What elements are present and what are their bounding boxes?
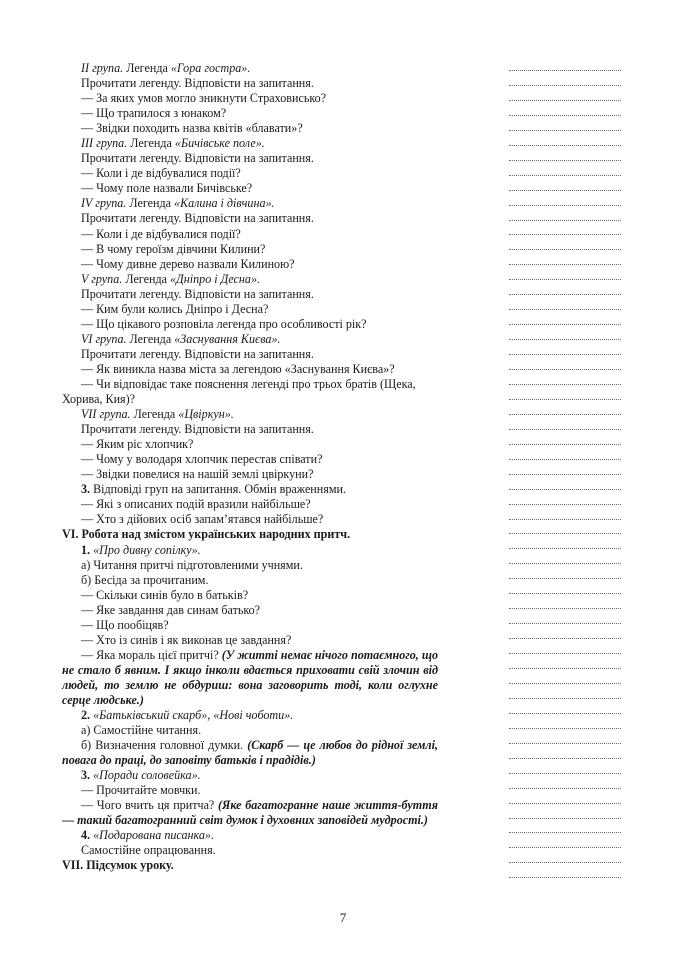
line-text: — Звідки походить назва квітів «блавати»? (81, 121, 303, 136)
note-line (509, 743, 621, 744)
text-line (0, 573, 500, 588)
note-line (509, 264, 621, 265)
line-text: — Чому дивне дерево назвали Килиною? (81, 256, 295, 271)
text-line (0, 543, 500, 558)
line-fragment: «Подарована писанка». (93, 828, 214, 843)
text-line (0, 527, 500, 542)
line-fragment: «Гора гостра». (170, 61, 251, 75)
note-line (509, 309, 621, 310)
text-line (0, 497, 500, 512)
text-line (0, 61, 500, 76)
note-line (509, 519, 621, 520)
lesson-plan-text (0, 61, 500, 874)
line-text: а) Читання притчі підготовленими учнями. (81, 557, 303, 572)
note-line (509, 578, 621, 579)
note-line (509, 593, 621, 594)
line-fragment: VI. Робота над змістом українських народних притч. (62, 527, 351, 542)
text-line (0, 181, 500, 196)
line-fragment: «Калина і дівчина». (174, 196, 275, 211)
line-text: — Що цікавого розповіла легенда про особливості рік? (81, 316, 367, 331)
line-text: — В чому героїзм дівчини Килини? (81, 241, 266, 256)
note-line (509, 294, 621, 295)
line-text: Хорива, Кия)? (62, 392, 135, 407)
note-line (509, 474, 621, 475)
note-line (509, 847, 621, 848)
line-text: — Що трапилося з юнаком? (81, 106, 227, 121)
line-text: Прочитати легенду. Відповісти на запитання. (81, 76, 314, 91)
note-line (509, 638, 621, 639)
note-line (509, 623, 621, 624)
note-line (509, 249, 621, 250)
line-text: — За яких умов могло зникнути Страховисько? (81, 91, 327, 106)
text-line (0, 257, 500, 272)
note-line (509, 100, 621, 101)
line-fragment: Відповіді груп на запитання. Обмін враженнями. (90, 482, 346, 497)
text-line (0, 648, 438, 708)
line-fragment: Легенда (126, 331, 175, 346)
text-line (0, 272, 500, 287)
text-line (0, 723, 500, 738)
text-line (0, 738, 438, 768)
notes-column (509, 0, 621, 970)
note-line (509, 533, 621, 534)
note-line (509, 668, 621, 669)
text-line (0, 151, 500, 166)
line-text: — Хто із синів і як виконав це завдання? (81, 632, 292, 647)
text-line (0, 287, 500, 302)
line-text: Прочитати легенду. Відповісти на запитання. (81, 346, 314, 361)
note-line (509, 384, 621, 385)
line-fragment: (Яке багатогранне наше життя-буття — такий багатогранний світ думок і духовних заповідей мудрості.) (62, 798, 438, 828)
note-line (509, 414, 621, 415)
line-fragment: Легенда (127, 136, 175, 151)
text-line (0, 302, 500, 317)
line-fragment: 1. (81, 542, 91, 557)
note-line (509, 339, 621, 340)
note-line (509, 728, 621, 729)
line-fragment: VII. Підсумок уроку. (62, 858, 174, 873)
text-line (0, 196, 500, 211)
note-line (509, 459, 621, 460)
text-line (0, 512, 500, 527)
text-line (0, 858, 500, 873)
text-line (0, 828, 500, 843)
text-line (0, 166, 500, 181)
text-line (0, 76, 500, 91)
note-line (509, 145, 621, 146)
line-text: — Що пообіцяв? (81, 617, 169, 632)
text-line (0, 768, 500, 783)
note-line (509, 489, 621, 490)
note-line (509, 444, 621, 445)
line-text: б) Бесіда за прочитаним. (81, 572, 209, 587)
line-text: Прочитати легенду. Відповісти на запитання. (81, 211, 314, 226)
line-fragment: «Батьківський скарб», «Нові чоботи». (93, 708, 294, 723)
page-number: 7 (339, 910, 347, 925)
line-fragment: (Скарб — це любов до рідної землі, повага до праці, до заповіту батьків і прадідів.) (62, 738, 438, 768)
note-line (509, 758, 621, 759)
note-line (509, 205, 621, 206)
text-line (0, 422, 500, 437)
text-line (0, 106, 500, 121)
note-line (509, 279, 621, 280)
line-text: Прочитати легенду. Відповісти на запитання. (81, 286, 314, 301)
note-line (509, 773, 621, 774)
note-line (509, 429, 621, 430)
note-line (509, 115, 621, 116)
text-line (0, 362, 500, 377)
note-line (509, 85, 621, 86)
text-line (0, 332, 500, 347)
text-line (0, 121, 500, 136)
line-fragment: II група. (81, 61, 124, 75)
line-fragment: Легенда (130, 407, 179, 422)
note-line (509, 548, 621, 549)
line-fragment: 3. (81, 482, 91, 497)
line-fragment: VI група. (81, 331, 127, 346)
line-text: Самостійне опрацювання. (81, 843, 216, 858)
note-line (509, 818, 621, 819)
line-fragment: 4. (81, 828, 91, 843)
note-line (509, 190, 621, 191)
line-fragment: «Про дивну сопілку». (93, 542, 201, 557)
line-text: — Які з описаних подій вразили найбільше? (81, 497, 311, 512)
line-text: Прочитати легенду. Відповісти на запитання. (81, 151, 314, 166)
line-text: — Чому поле назвали Бичівське? (81, 181, 253, 196)
line-text: — Яке завдання дав синам батько? (81, 602, 261, 617)
note-line (509, 70, 621, 71)
text-line (0, 708, 500, 723)
line-fragment: «Цвіркун». (178, 407, 234, 422)
line-text: — Звідки повелися на нашій землі цвіркуни? (81, 467, 314, 482)
text-line (0, 783, 500, 798)
note-line (509, 175, 621, 176)
text-line (0, 227, 500, 242)
text-line (0, 798, 438, 828)
line-fragment: «Поради соловейка». (93, 768, 201, 783)
note-line (509, 862, 621, 863)
note-line (509, 369, 621, 370)
note-line (509, 698, 621, 699)
line-fragment: — Яка мораль цієї притчі? (81, 647, 222, 662)
line-text: а) Самостійне читання. (81, 723, 202, 738)
text-line (0, 467, 500, 482)
line-text: — Ким були колись Дніпро і Десна? (81, 301, 269, 316)
line-text: Прочитати легенду. Відповісти на запитання. (81, 422, 314, 437)
line-fragment: «Заснування Києва». (174, 331, 281, 346)
line-fragment: (У житті немає нічого потаємного, що не стало б явним. І якщо інколи вдається приховати свій злочин від людей, то землю не обдуриш: вона заговорить тоді, коли оглухне серце людське.) (62, 647, 438, 707)
line-fragment: — Чого вчить ця притча? (81, 798, 219, 813)
note-line (509, 803, 621, 804)
line-text: — Як виникла назва міста за легендою «Заснування Києва»? (81, 361, 395, 376)
note-line (509, 713, 621, 714)
text-line (0, 482, 500, 497)
line-fragment: Легенда (126, 196, 175, 211)
text-line (0, 347, 500, 362)
line-text: — Скільки синів було в батьків? (81, 587, 249, 602)
line-fragment: б) Визначення головної думки. (81, 738, 248, 753)
text-line (0, 603, 500, 618)
line-fragment: ІІІ група. (81, 136, 128, 151)
line-fragment: 2. (81, 708, 91, 723)
line-fragment: VII група. (81, 407, 131, 422)
text-line (0, 558, 500, 573)
text-line (0, 377, 500, 392)
note-line (509, 354, 621, 355)
note-line (509, 832, 621, 833)
line-text: — Прочитайте мовчки. (81, 783, 201, 798)
text-line (0, 437, 500, 452)
note-line (509, 324, 621, 325)
text-line (0, 407, 500, 422)
note-line (509, 608, 621, 609)
note-line (509, 683, 621, 684)
note-line (509, 788, 621, 789)
text-line (0, 588, 500, 603)
note-line (509, 504, 621, 505)
line-text: — Хто з дійових осіб запам’ятався найбільше? (81, 512, 324, 527)
note-line (509, 234, 621, 235)
line-text: — Коли і де відбувалися події? (81, 226, 241, 241)
line-text: — Чому у володаря хлопчик перестав співати? (81, 452, 323, 467)
line-fragment: Легенда (122, 271, 170, 286)
text-line (0, 392, 500, 407)
line-fragment: 3. (81, 768, 91, 783)
text-line (0, 91, 500, 106)
line-fragment: IV група. (81, 196, 127, 211)
line-fragment: Легенда (123, 61, 171, 75)
text-line (0, 242, 500, 257)
line-text: — Яким ріс хлопчик? (81, 437, 194, 452)
note-line (509, 220, 621, 221)
text-line (0, 317, 500, 332)
note-line (509, 877, 621, 878)
text-line (0, 843, 500, 858)
text-line (0, 452, 500, 467)
line-fragment: «Бичівське поле». (174, 136, 265, 151)
note-line (509, 653, 621, 654)
text-line (0, 136, 500, 151)
note-line (509, 160, 621, 161)
text-line (0, 618, 500, 633)
line-text: — Коли і де відбувалися події? (81, 166, 241, 181)
note-line (509, 563, 621, 564)
note-line (509, 130, 621, 131)
line-text: — Чи відповідає таке пояснення легенді про трьох братів (Щека, (81, 376, 416, 391)
line-fragment: V група. (81, 271, 123, 286)
text-line (0, 211, 500, 226)
note-line (509, 399, 621, 400)
text-line (0, 633, 500, 648)
line-fragment: «Дніпро і Десна». (170, 271, 261, 286)
